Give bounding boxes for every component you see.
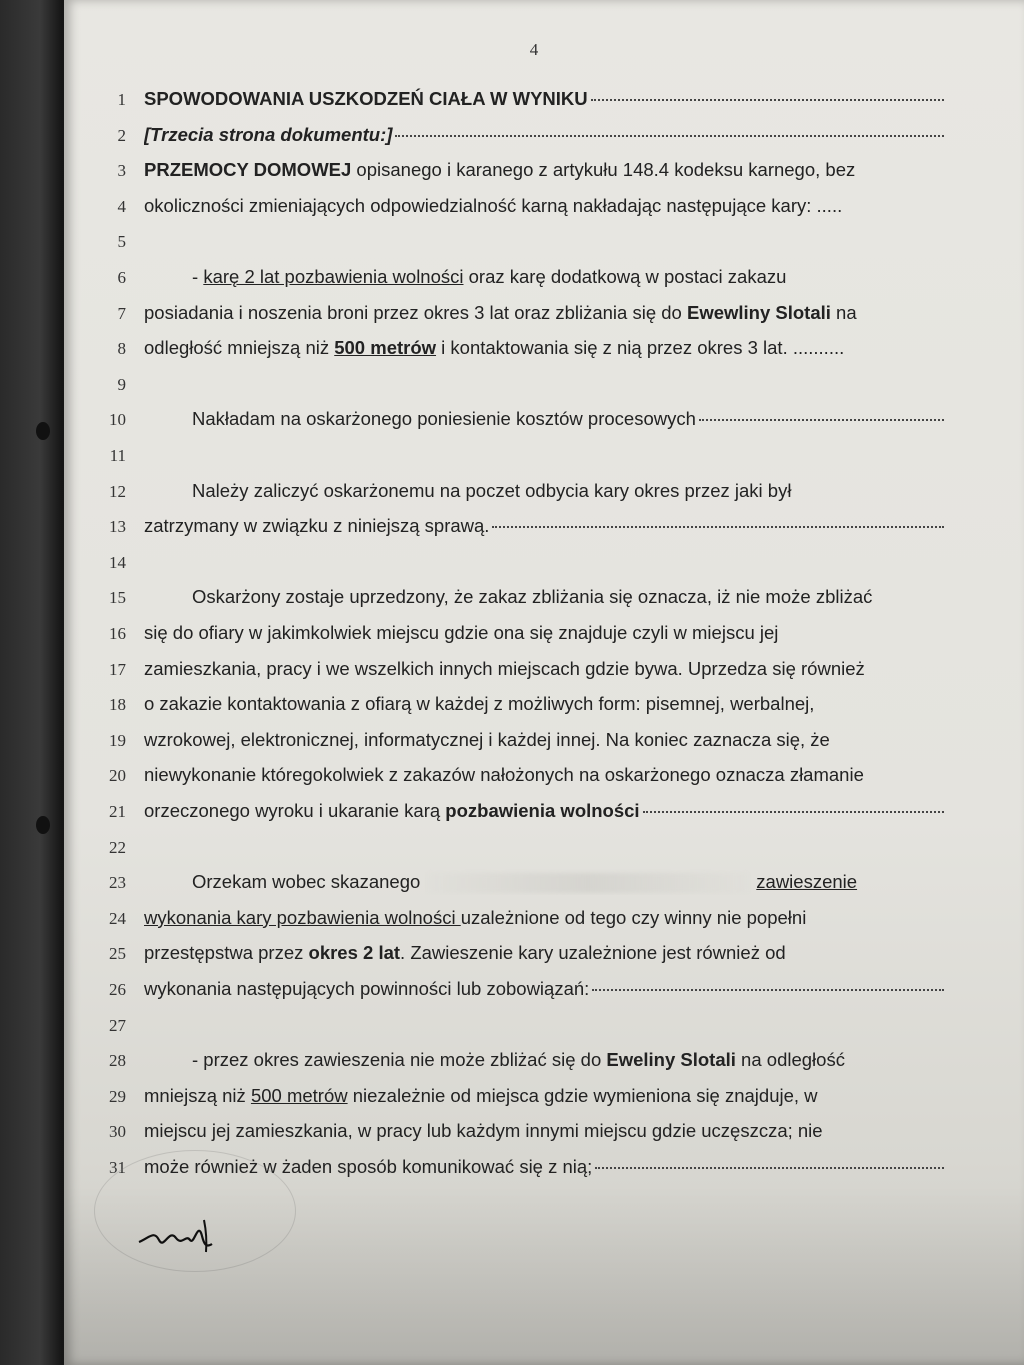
text-run: pozbawienia wolności <box>445 800 640 821</box>
line-number: 28 <box>109 1051 126 1071</box>
text-run: o zakazie kontaktowania z ofiarą w każdej z możliwych form: pisemnej, werbalnej, <box>144 693 815 715</box>
document-line <box>64 442 964 472</box>
line-text <box>144 86 944 112</box>
text-run: . Zawieszenie kary uzależnione jest również od <box>400 942 786 964</box>
text-run: posiadania i noszenia broni przez okres 3 lat oraz zbliżania się do <box>144 301 687 323</box>
line-text <box>144 478 944 504</box>
document-line <box>64 1047 964 1077</box>
line-number: 12 <box>109 481 126 501</box>
text-run: okoliczności zmieniających odpowiedzialność karną nakładając następujące kary: ..... <box>144 194 843 216</box>
text-run: PRZEMOCY DOMOWEJ <box>144 159 352 181</box>
redacted-name <box>428 873 748 893</box>
text-run: Należy zaliczyć oskarżonemu na poczet odbycia kary okres przez jaki był <box>192 479 792 501</box>
text-run: na <box>830 301 857 323</box>
text-run: i kontaktowania się z nią przez okres 3 lat. .......... <box>436 337 845 359</box>
line-text <box>144 762 944 788</box>
text-run: Ewewliny Slotali <box>686 301 831 323</box>
line-text <box>144 513 944 539</box>
text-run: Nakładam na oskarżonego poniesienie kosztów procesowych <box>192 408 696 430</box>
document-line <box>64 584 964 614</box>
line-text <box>144 584 944 610</box>
dotted-filler <box>395 135 944 137</box>
line-number: 26 <box>109 980 126 999</box>
line-text <box>144 1118 944 1144</box>
text-run: uzależnione od tego czy winny nie popełni <box>460 906 807 928</box>
document-line <box>64 157 964 187</box>
text-run: wykonania kary pozbawienia wolności <box>144 906 461 928</box>
line-number: 23 <box>109 873 126 893</box>
line-text <box>144 905 944 931</box>
line-number: 11 <box>109 446 126 465</box>
dotted-filler <box>643 811 944 813</box>
line-number: 3 <box>117 161 126 181</box>
document-line <box>64 834 964 864</box>
line-number: 30 <box>109 1122 126 1142</box>
document-line <box>64 940 964 970</box>
line-number: 25 <box>109 944 126 964</box>
line-text <box>144 656 944 682</box>
line-number: 20 <box>109 766 126 786</box>
text-run: może również w żaden sposób komunikować się z nią; <box>144 1156 593 1177</box>
line-number: 27 <box>109 1015 126 1035</box>
text-run: orzeczonego wyroku i ukaranie karą <box>144 800 446 821</box>
text-run: na odległość <box>735 1049 845 1071</box>
line-text <box>144 1012 944 1014</box>
text-run: zatrzymany w związku z niniejszą sprawą. <box>144 515 490 537</box>
text-run: karę 2 lat pozbawienia wolności <box>203 266 464 287</box>
line-number: 15 <box>109 588 126 608</box>
line-text <box>144 300 944 326</box>
line-text <box>144 834 944 836</box>
line-number: 21 <box>109 802 126 821</box>
line-number: 2 <box>117 125 126 145</box>
line-text <box>144 371 944 373</box>
line-text <box>144 869 944 895</box>
text-run: SPOWODOWANIA USZKODZEŃ CIAŁA W WYNIKU <box>144 88 588 109</box>
line-number: 10 <box>109 410 126 430</box>
text-run: Orzekam wobec skazanego <box>192 871 421 893</box>
text-run: 500 metrów <box>334 337 437 359</box>
line-number: 22 <box>109 837 126 857</box>
line-number: 5 <box>117 232 126 252</box>
line-text <box>144 976 944 1002</box>
line-number: 8 <box>117 339 126 359</box>
dotted-filler <box>592 989 944 991</box>
line-number: 17 <box>109 659 126 679</box>
line-text <box>144 549 944 551</box>
document-line <box>64 549 964 579</box>
document-line <box>64 976 964 1006</box>
line-number: 9 <box>117 374 126 394</box>
dotted-filler <box>699 419 944 421</box>
dotted-filler <box>591 99 944 101</box>
document-line <box>64 335 964 365</box>
document-line <box>64 193 964 223</box>
line-text <box>144 406 944 432</box>
binder-ring-top <box>36 422 50 440</box>
text-run: [Trzecia strona dokumentu:] <box>144 123 393 145</box>
text-run: odległość mniejszą niż <box>144 337 335 359</box>
line-text <box>144 691 944 717</box>
binder-ring-bottom <box>36 816 50 834</box>
document-line <box>64 1083 964 1113</box>
text-run: opisanego i karanego z artykułu 148.4 kodeksu karnego, bez <box>351 159 856 181</box>
page-number: 4 <box>529 40 539 59</box>
document-line <box>64 86 964 116</box>
line-text <box>144 620 944 646</box>
document-line <box>64 691 964 721</box>
line-text <box>144 122 944 148</box>
line-text <box>144 1083 944 1109</box>
text-run: miejscu jej zamieszkania, w pracy lub każdym innymi miejscu gdzie uczęszcza; nie <box>144 1120 823 1142</box>
document-line <box>64 727 964 757</box>
line-text <box>144 1047 944 1073</box>
text-run: niewykonanie któregokolwiek z zakazów nałożonych na oskarżonego oznacza złamanie <box>144 764 864 786</box>
line-text <box>144 940 944 966</box>
line-number: 19 <box>109 730 126 750</box>
line-number: 29 <box>109 1086 126 1106</box>
line-text <box>144 228 944 230</box>
line-text <box>144 727 944 753</box>
text-run: mniejszą niż <box>144 1084 251 1106</box>
document-line <box>64 905 964 935</box>
document-line <box>64 798 964 828</box>
line-number: 7 <box>117 303 126 323</box>
text-run: zamieszkania, pracy i we wszelkich innych miejscach gdzie bywa. Uprzedza się również <box>144 657 865 679</box>
text-run: oraz karę dodatkową w postaci zakazu <box>463 266 787 287</box>
line-number: 18 <box>109 695 126 715</box>
dotted-filler <box>492 526 944 528</box>
text-run: przestępstwa przez <box>144 942 309 964</box>
document-line <box>64 406 964 436</box>
faded-stamp <box>94 1150 296 1272</box>
document-line <box>64 228 964 258</box>
dotted-filler <box>595 1167 944 1169</box>
line-text <box>144 264 944 290</box>
line-number: 1 <box>117 90 126 109</box>
document-line <box>64 656 964 686</box>
document-line <box>64 1118 964 1148</box>
line-text <box>144 335 944 361</box>
document-page <box>64 0 1024 1365</box>
document-line <box>64 122 964 152</box>
document-line <box>64 620 964 650</box>
text-run: okres 2 lat <box>308 942 401 964</box>
line-number: 31 <box>109 1158 126 1177</box>
line-text <box>144 442 944 444</box>
line-text <box>144 798 944 824</box>
line-text <box>144 193 944 219</box>
text-run: - przez okres zawieszenia nie może zbliżać się do <box>192 1049 607 1071</box>
line-text <box>144 157 944 183</box>
line-number: 13 <box>109 517 126 537</box>
document-line <box>64 264 964 294</box>
line-number: 14 <box>109 552 126 572</box>
document-line <box>64 513 964 543</box>
document-line <box>64 300 964 330</box>
document-line <box>64 478 964 508</box>
line-number: 24 <box>109 908 126 928</box>
text-run: się do ofiary w jakimkolwiek miejscu gdzie ona się znajduje czyli w miejscu jej <box>144 622 779 643</box>
text-run: niezależnie od miejsca gdzie wymieniona się znajduje, w <box>347 1084 818 1106</box>
document-line <box>64 762 964 792</box>
document-line <box>64 869 964 899</box>
text-run: zawieszenie <box>756 871 858 893</box>
text-run: 500 metrów <box>250 1084 348 1106</box>
document-line <box>64 1012 964 1042</box>
line-number: 6 <box>117 268 126 287</box>
document-line <box>64 371 964 401</box>
text-run: Eweliny Slotali <box>606 1049 736 1071</box>
text-run: Oskarżony zostaje uprzedzony, że zakaz zbliżania się oznacza, iż nie może zbliżać <box>192 586 873 608</box>
text-run: - <box>192 266 204 287</box>
line-number: 4 <box>117 196 126 216</box>
text-run: wykonania następujących powinności lub zobowiązań: <box>144 978 590 999</box>
text-run: wzrokowej, elektronicznej, informatycznej i każdej innej. Na koniec zaznacza się, że <box>144 728 830 750</box>
line-number: 16 <box>109 624 126 643</box>
